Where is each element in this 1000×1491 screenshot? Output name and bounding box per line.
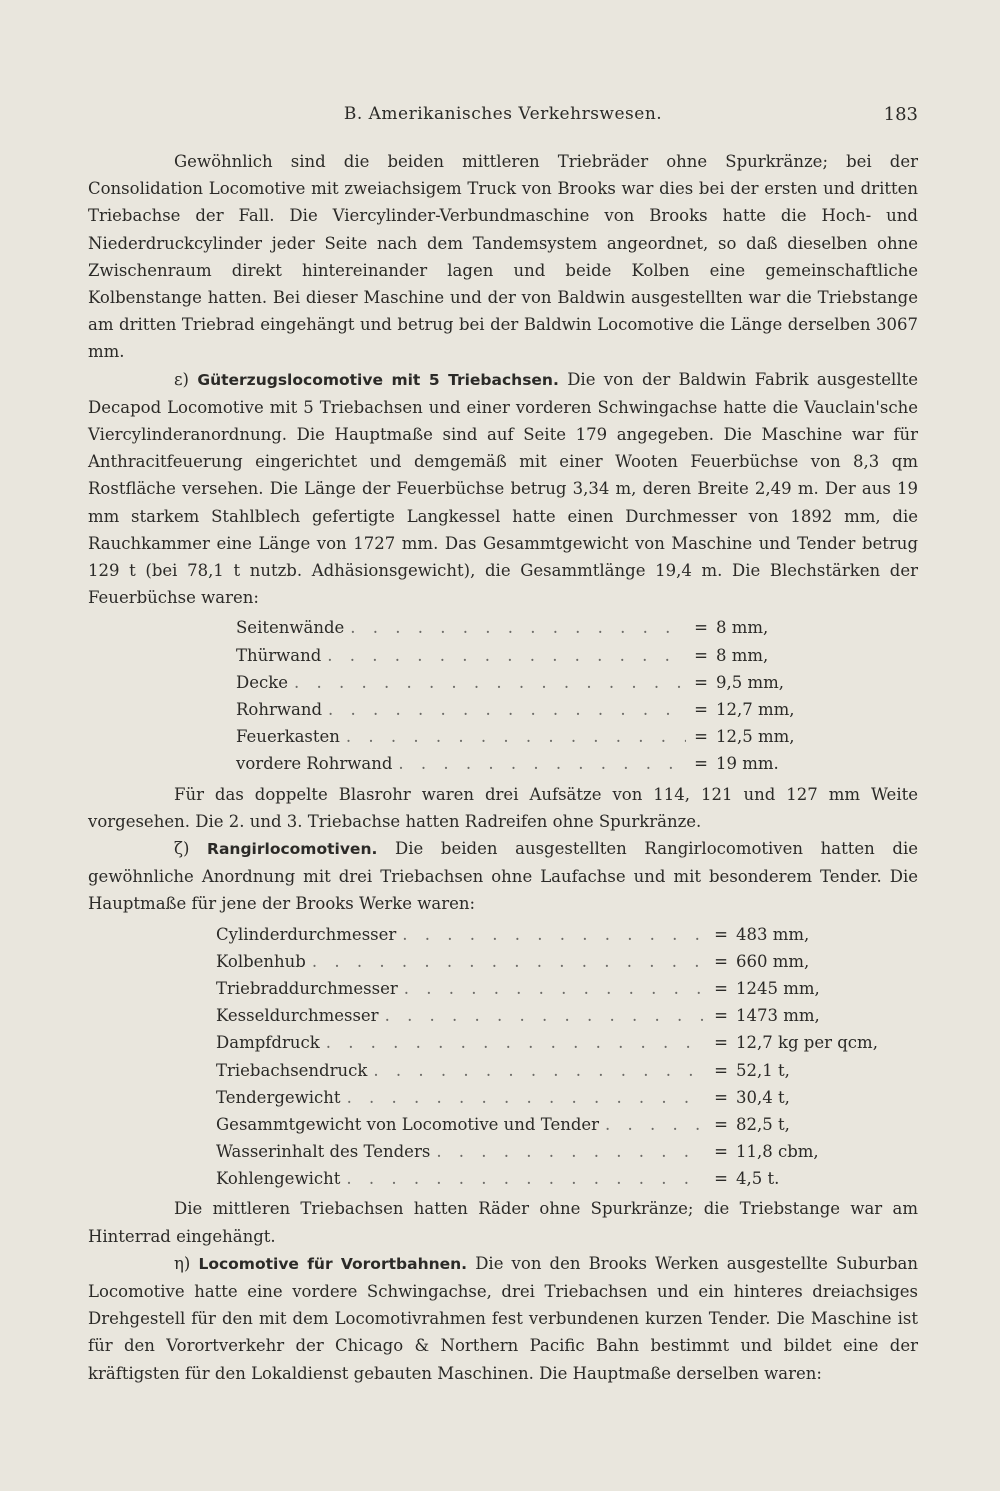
leader-dots [396,921,706,948]
paragraph-shunting-locomotives [88,835,918,918]
spec-value: 12,7 mm, [716,700,795,720]
running-head: B. Amerikanisches Verkehrswesen. [343,104,663,124]
body-text [88,148,918,1387]
equals-sign: = [714,1060,728,1080]
equals-sign: = [714,978,728,998]
equals-sign: = [714,1006,728,1026]
section-text-decapod: Die von der Baldwin Fabrik ausgestellte Decapod Locomotive mit 5 Triebachsen und einer vorderen Schwingachse hatte die Vauclain'sche Viercylinderanordnung. Die Hauptmaße sind auf Seite 179 angegeben. Die Maschine war für Anthracitfeuerung eingerichtet und demgemäß mit einer Wooten Feuerbüchse von 8,3 qm Rostfläche versehen. Die Länge der Feuerbüchse betrug 3,34 m, deren Breite 2,49 m. Der aus 19 mm starkem Stahlblech gefertigte Langkessel hatte einen Durchmesser von 1892 mm, die Rauchkammer eine Länge von 1727 mm. Das Gesammtgewicht von Maschine und Tender betrug 129 t (bei 78,1 t nutzb. Adhäsionsgewicht), die Gesammtlänge 19,4 m. Die Blechstärken der Feuerbüchse waren: [88,369,919,608]
spec-value: 82,5 t, [736,1114,790,1134]
spec-value: 30,4 t, [736,1087,790,1107]
leader-dots [392,750,686,777]
spec-label: Kesseldurchmesser [216,1006,379,1026]
spec-value: 9,5 mm, [716,672,785,692]
spec-label: Thürwand [236,645,322,665]
spec-row [236,669,836,696]
spec-label: Seitenwände [236,618,345,638]
spec-row [216,1002,916,1029]
spec-row [216,1084,916,1111]
leader-dots [340,723,686,750]
leader-dots [306,948,706,975]
leader-dots [341,1084,706,1111]
equals-sign: = [714,1087,728,1107]
spec-label: Triebraddurchmesser [216,978,398,998]
paragraph-middle-axles: Die mittleren Triebachsen hatten Räder ohne Spurkränze; die Triebstange war am Hinterrad eingehängt. [88,1199,918,1246]
equals-sign: = [714,1169,728,1189]
spec-label: Tendergewicht [216,1087,341,1107]
firebox-plate-list [236,614,836,777]
equals-sign: = [694,645,708,665]
spec-value: 19 mm. [716,754,779,774]
spec-row [216,1057,916,1084]
spec-row [236,723,836,750]
spec-value: 660 mm, [736,951,810,971]
spec-row [216,1138,916,1165]
equals-sign: = [694,754,708,774]
section-text-shunting: Die beiden ausgestellten Rangirlocomotiven hatten die gewöhnliche Anordnung mit drei Triebachsen ohne Laufachse und mit besonderem Tender. Die Hauptmaße für jene der Brooks Werke waren: [88,838,918,914]
spec-value: 8 mm, [716,618,769,638]
spec-value: 12,5 mm, [716,727,795,747]
section-heading-goods-locomotive: Güterzugslocomotive mit 5 Triebachsen. [197,370,559,389]
spec-value: 12,7 kg per qcm, [736,1033,878,1053]
spec-row [216,1165,916,1192]
spec-row [216,921,916,948]
spec-value: 483 mm, [736,924,810,944]
spec-row [216,948,916,975]
spec-row [216,1111,916,1138]
spec-value: 52,1 t, [736,1060,790,1080]
equals-sign: = [694,672,708,692]
spec-row [236,642,836,669]
spec-row [236,696,836,723]
section-label-eta: η) [174,1253,191,1273]
spec-label: Wasserinhalt des Tenders [216,1142,431,1162]
spec-value: 1245 mm, [736,978,820,998]
spec-label: Kohlengewicht [216,1169,341,1189]
spec-value: 1473 mm, [736,1006,820,1026]
page-header [88,104,918,128]
leader-dots [430,1138,706,1165]
section-label-zeta: ζ) [174,838,190,858]
equals-sign: = [714,924,728,944]
section-heading-shunting: Rangirlocomotiven. [207,839,378,858]
leader-dots [320,1029,706,1056]
leader-dots [321,642,686,669]
spec-value: 11,8 cbm, [736,1142,819,1162]
spec-row [236,614,836,641]
spec-label: vordere Rohrwand [236,754,393,774]
spec-label: Triebachsendruck [216,1060,368,1080]
paragraph-suburban-locomotive [88,1250,918,1387]
spec-label: Rohrwand [236,700,323,720]
section-label-epsilon: ε) [174,369,189,389]
equals-sign: = [714,1114,728,1134]
leader-dots [344,614,686,641]
leader-dots [398,975,706,1002]
paragraph-driving-wheels: Gewöhnlich sind die beiden mittleren Triebräder ohne Spurkränze; bei der Consolidation Locomotive mit zweiachsigem Truck von Brooks war dies bei der ersten und dritten Triebachse der Fall. Die Viercylinder-Verbundmaschine von Brooks hatte die Hoch- und Niederdruckcylinder jeder Seite nach dem Tandemsystem angeordnet, so daß dieselben ohne Zwischenraum direkt hintereinander lagen und beide Kolben eine gemeinschaftliche Kolbenstange hatten. Bei dieser Maschine und der von Baldwin ausgestellten war die Triebstange am dritten Triebrad eingehängt und betrug bei der Baldwin Locomotive die Länge derselben 3067 mm. [88,152,918,362]
paragraph-decapod [88,366,918,612]
leader-dots [340,1165,706,1192]
leader-dots [599,1111,706,1138]
leader-dots [288,669,686,696]
spec-label: Decke [236,672,288,692]
page-number: 183 [883,104,918,125]
equals-sign: = [714,1142,728,1162]
spec-row [216,1029,916,1056]
spec-row [216,975,916,1002]
spec-label: Kolbenhub [216,951,306,971]
brooks-dimension-list [216,921,916,1193]
spec-label: Feuerkasten [236,727,340,747]
equals-sign: = [714,951,728,971]
spec-label: Gesammtgewicht von Locomotive und Tender [216,1114,600,1134]
section-heading-suburban: Locomotive für Vorortbahnen. [198,1254,468,1273]
spec-value: 4,5 t. [736,1169,780,1189]
paragraph-blast-pipe: Für das doppelte Blasrohr waren drei Aufsätze von 114, 121 und 127 mm Weite vorgesehen. Die 2. und 3. Triebachse hatten Radreifen ohne Spurkränze. [88,784,918,831]
spec-value: 8 mm, [716,645,769,665]
leader-dots [322,696,686,723]
spec-label: Dampfdruck [216,1033,320,1053]
equals-sign: = [694,727,708,747]
equals-sign: = [714,1033,728,1053]
leader-dots [379,1002,706,1029]
equals-sign: = [694,618,708,638]
section-text-suburban: Die von den Brooks Werken ausgestellte Suburban Locomotive hatte eine vordere Schwingachse, drei Triebachsen und ein hinteres dreiachsiges Drehgestell für den mit dem Locomotivrahmen fest verbundenen kurzen Tender. Die Maschine ist für den Vorortverkehr der Chicago & Northern Pacific Bahn bestimmt und bildet eine der kräftigsten für den Lokaldienst gebauten Maschinen. Die Hauptmaße derselben waren: [88,1253,919,1383]
spec-row [236,750,836,777]
leader-dots [367,1057,706,1084]
spec-label: Cylinderdurchmesser [216,924,397,944]
equals-sign: = [694,700,708,720]
